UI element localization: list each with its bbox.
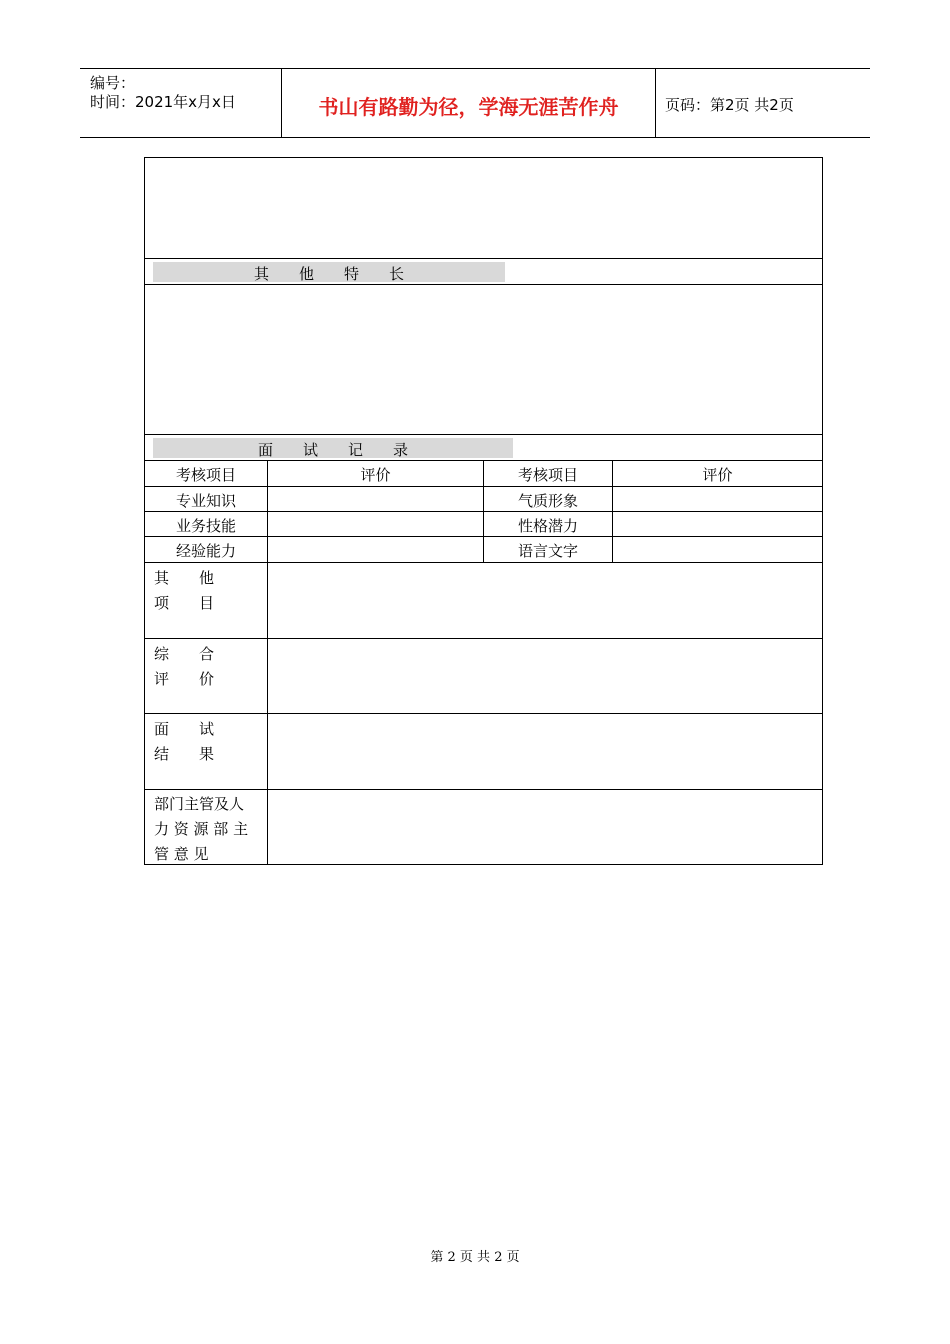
other-skills-title: 其 他 特 长 (253, 265, 404, 283)
page-number-label: 页码：第2页 共2页 (665, 96, 794, 114)
evaluation-field[interactable] (267, 511, 484, 537)
interview-result-label-line2: 结 果 (154, 745, 215, 763)
criteria-label: 性格潜力 (517, 517, 578, 535)
header-info-cell (80, 69, 281, 137)
table-row (144, 511, 268, 537)
other-skills-header (144, 258, 823, 285)
other-items-label-cell (144, 562, 268, 639)
table-row (483, 536, 613, 563)
code-label: 编号： (90, 74, 136, 92)
interview-record-band (153, 438, 513, 458)
table-row (144, 536, 268, 563)
evaluation-field[interactable] (612, 486, 823, 512)
overall-evaluation-label-line1: 综 合 (154, 645, 215, 663)
page-footer: 第 2 页 共 2 页 (430, 1250, 520, 1265)
interview-form (144, 157, 825, 865)
other-skills-area[interactable] (144, 284, 823, 435)
evaluation-field[interactable] (612, 511, 823, 537)
manager-opinion-field[interactable] (267, 789, 823, 865)
top-blank-area[interactable] (144, 157, 823, 259)
manager-opinion-label-line2: 力 资 源 部 主 (154, 820, 249, 838)
interview-result-label-line1: 面 试 (154, 720, 215, 738)
evaluation-field[interactable] (612, 536, 823, 563)
criteria-label: 气质形象 (517, 492, 578, 510)
other-items-field[interactable] (267, 562, 823, 639)
manager-opinion-label-cell (144, 789, 268, 865)
manager-opinion-label-line1: 部门主管及人 (154, 795, 245, 813)
evaluation-field[interactable] (267, 536, 484, 563)
table-row (483, 486, 613, 512)
table-row (483, 511, 613, 537)
date-label: 时间：2021年x月x日 (90, 93, 236, 111)
other-items-label-line2: 项 目 (154, 594, 215, 612)
table-header-eval-1 (267, 460, 484, 487)
interview-result-label-cell (144, 713, 268, 790)
manager-opinion-label-line3: 管 意 见 (154, 845, 209, 863)
header-page-cell (655, 69, 870, 137)
interview-result-field[interactable] (267, 713, 823, 790)
overall-evaluation-label-line2: 评 价 (154, 670, 215, 688)
overall-evaluation-label-cell (144, 638, 268, 714)
table-header-item-1 (144, 460, 268, 487)
interview-record-header (144, 434, 823, 461)
criteria-label: 经验能力 (175, 542, 236, 560)
page-header (80, 68, 870, 138)
criteria-label: 业务技能 (175, 517, 236, 535)
evaluation-field[interactable] (267, 486, 484, 512)
criteria-label: 专业知识 (175, 492, 236, 510)
motto-text: 书山有路勤为径，学海无涯苦作舟 (318, 95, 619, 119)
criteria-label: 语言文字 (517, 542, 578, 560)
header-motto-cell (281, 69, 656, 137)
table-header-item-2 (483, 460, 613, 487)
table-row (144, 486, 268, 512)
table-header-label: 评价 (360, 466, 391, 484)
overall-evaluation-field[interactable] (267, 638, 823, 714)
table-header-eval-2 (612, 460, 823, 487)
table-header-label: 考核项目 (175, 466, 236, 484)
table-header-label: 考核项目 (517, 466, 578, 484)
table-header-label: 评价 (702, 466, 733, 484)
other-items-label-line1: 其 他 (154, 569, 215, 587)
interview-record-title: 面 试 记 录 (257, 441, 408, 459)
other-skills-band (153, 262, 505, 282)
